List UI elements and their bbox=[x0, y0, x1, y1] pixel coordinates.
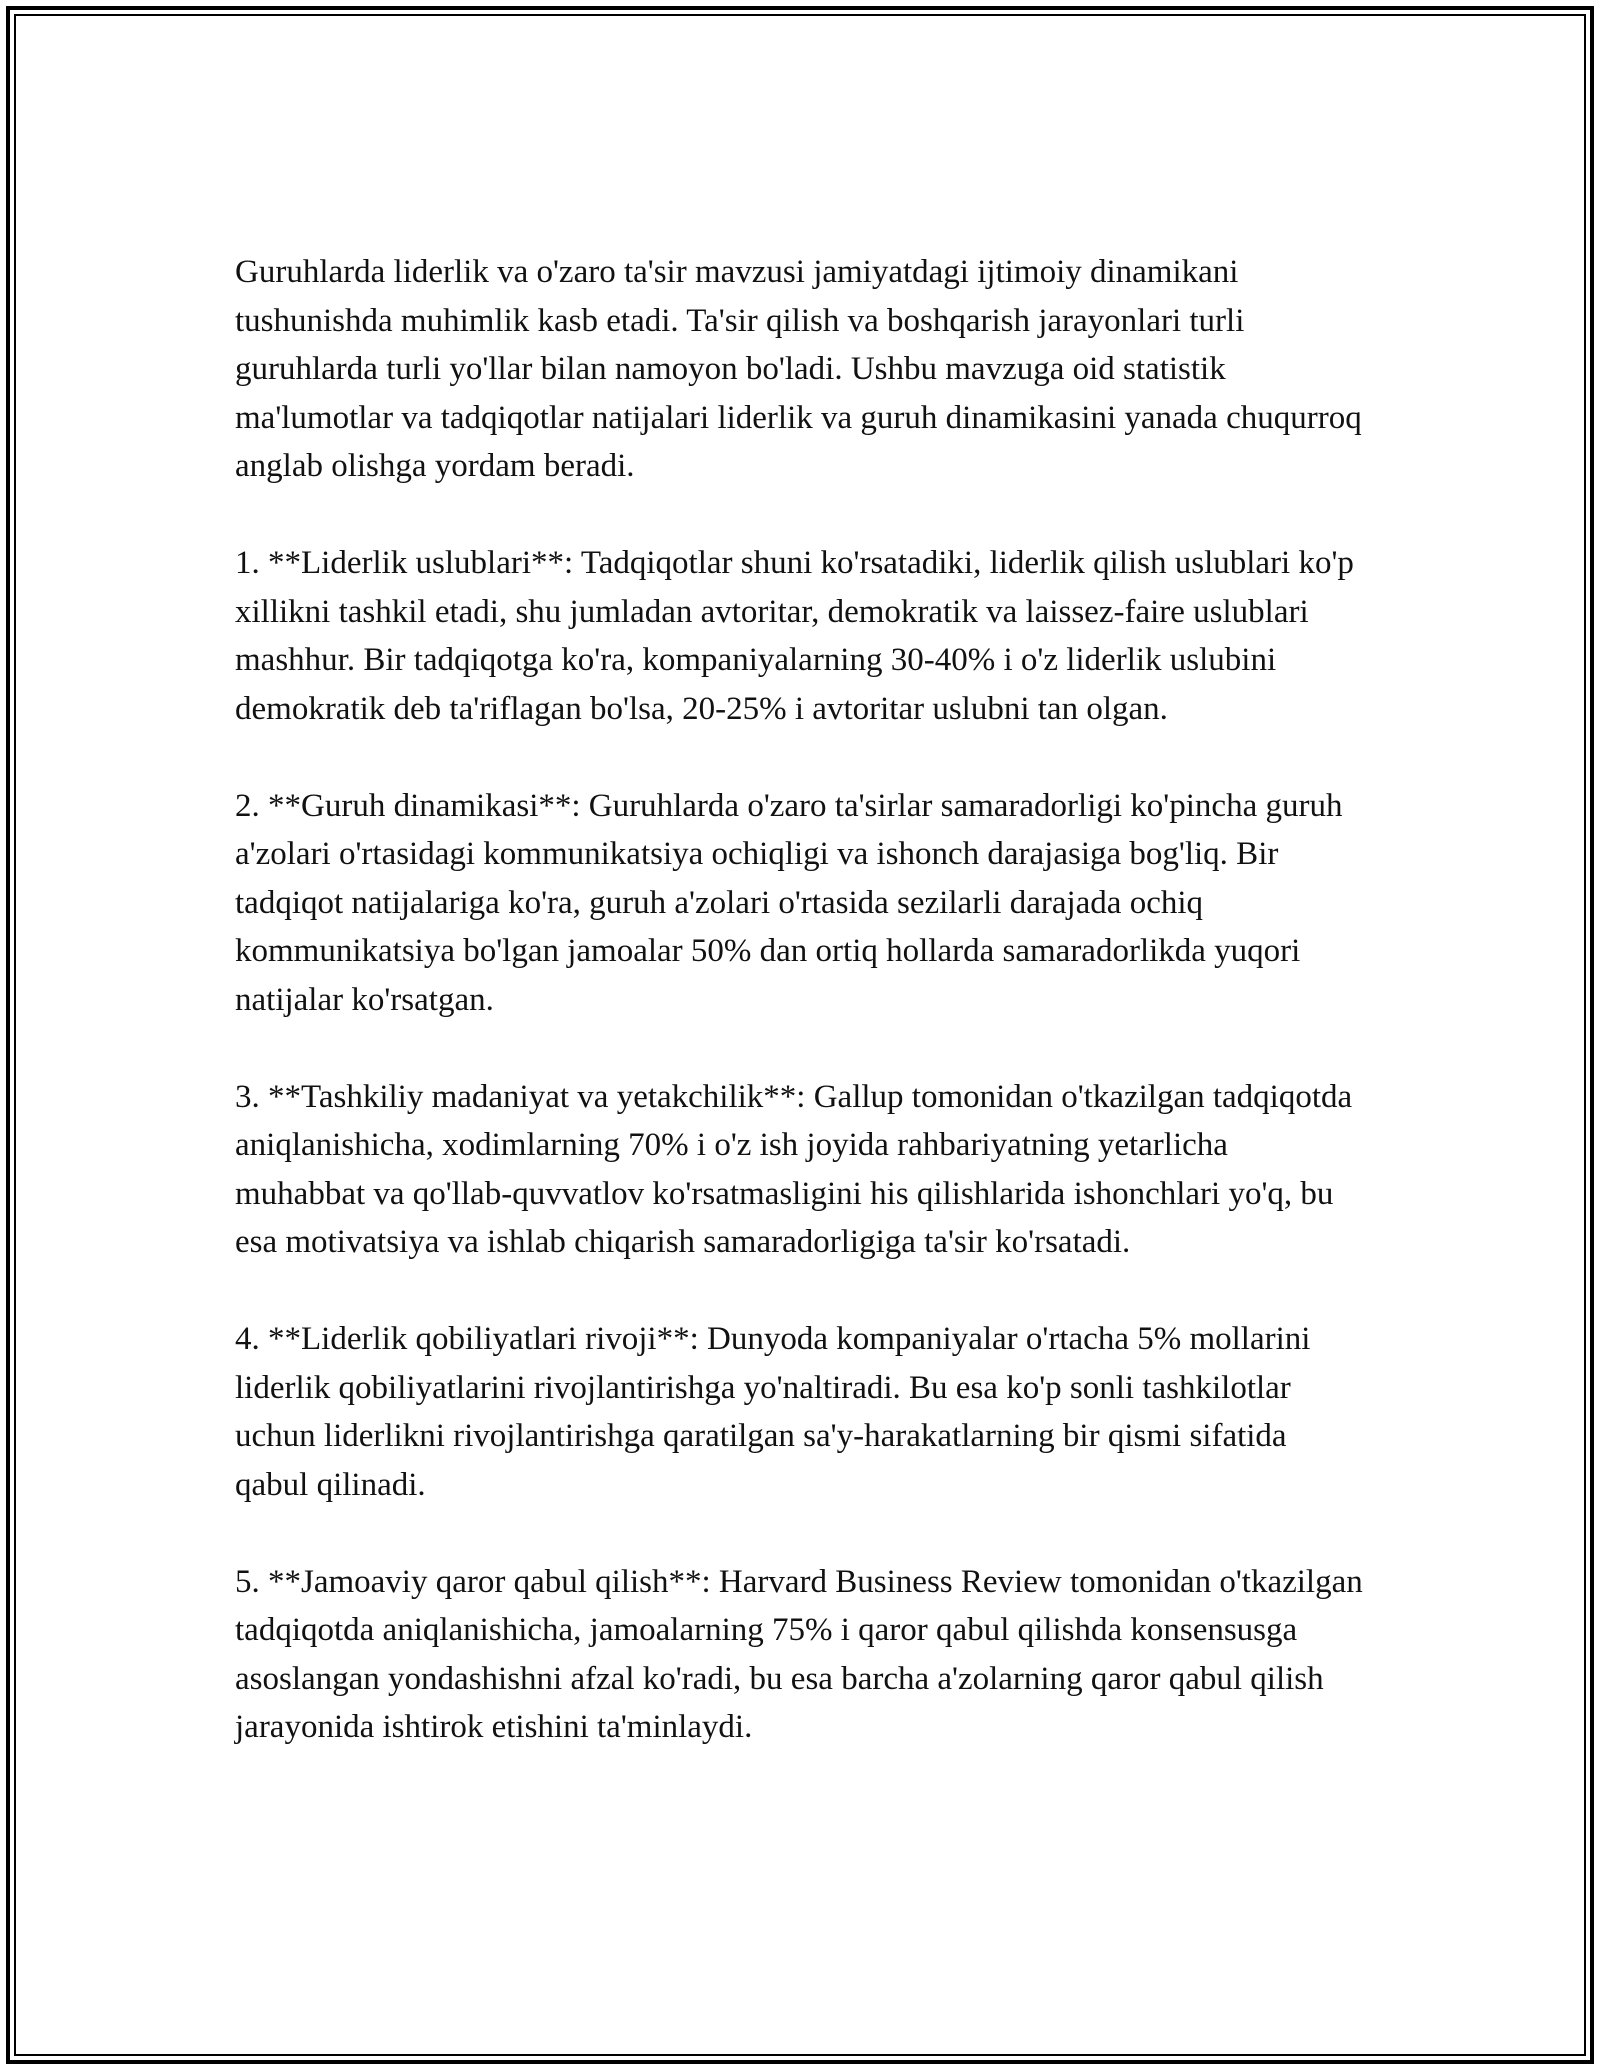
list-item-leadership-styles: 1. **Liderlik uslublari**: Tadqiqotlar shuni ko'rsatadiki, liderlik qilish uslublari ko'p xillikni tashkil etadi, shu jumladan avtoritar, demokratik va laissez-faire uslublari mashhur. Bir tadqiqotga ko'ra, kompaniyalarning 30-40% i o'z liderlik uslubini demokratik deb ta'riflagan bo'lsa, 20-25% i avtoritar uslubni tan olgan. bbox=[235, 545, 1354, 727]
intro-paragraph: Guruhlarda liderlik va o'zaro ta'sir mavzusi jamiyatdagi ijtimoiy dinamikani tushunishda muhimlik kasb etadi. Ta'sir qilish va boshqarish jarayonlari turli guruhlarda turli yo'llar bilan namoyon bo'ladi. Ushbu mavzuga oid statistik ma'lumotlar va tadqiqotlar natijalari liderlik va guruh dinamikasini yanada chuqurroq anglab olishga yordam beradi. bbox=[235, 254, 1362, 484]
list-item-collective-decision-making: 5. **Jamoaviy qaror qabul qilish**: Harvard Business Review tomonidan o'tkazilgan tadqiqotda aniqlanishicha, jamoalarning 75% i qaror qabul qilishda konsensusga asoslangan yondashishni afzal ko'radi, bu esa barcha a'zolarning qaror qabul qilish jarayonida ishtirok etishini ta'minlaydi. bbox=[235, 1563, 1363, 1745]
list-item-group-dynamics: 2. **Guruh dinamikasi**: Guruhlarda o'zaro ta'sirlar samaradorligi ko'pincha guruh a'zolari o'rtasidagi kommunikatsiya ochiqligi va ishonch darajasiga bog'liq. Bir tadqiqot natijalariga ko'ra, guruh a'zolari o'rtasida sezilarli darajada ochiq kommunikatsiya bo'lgan jamoalar 50% dan ortiq hollarda samaradorlikda yuqori natijalar ko'rsatgan. bbox=[235, 787, 1343, 1018]
list-item-leadership-development: 4. **Liderlik qobiliyatlari rivoji**: Dunyoda kompaniyalar o'rtacha 5% mollarini liderlik qobiliyatlarini rivojlantirishga yo'naltiradi. Bu esa ko'p sonli tashkilotlar uchun liderlikni rivojlantirishga qaratilgan sa'y-harakatlarning bir qismi sifatida qabul qilinadi. bbox=[235, 1321, 1311, 1503]
document-body bbox=[235, 248, 1365, 1752]
list-item-organizational-culture: 3. **Tashkiliy madaniyat va yetakchilik**: Gallup tomonidan o'tkazilgan tadqiqotda aniqlanishicha, xodimlarning 70% i o'z ish joyida rahbariyatning yetarlicha muhabbat va qo'llab-quvvatlov ko'rsatmasligini his qilishlarida ishonchlari yo'q, bu esa motivatsiya va ishlab chiqarish samaradorligiga ta'sir ko'rsatadi. bbox=[235, 1078, 1353, 1260]
